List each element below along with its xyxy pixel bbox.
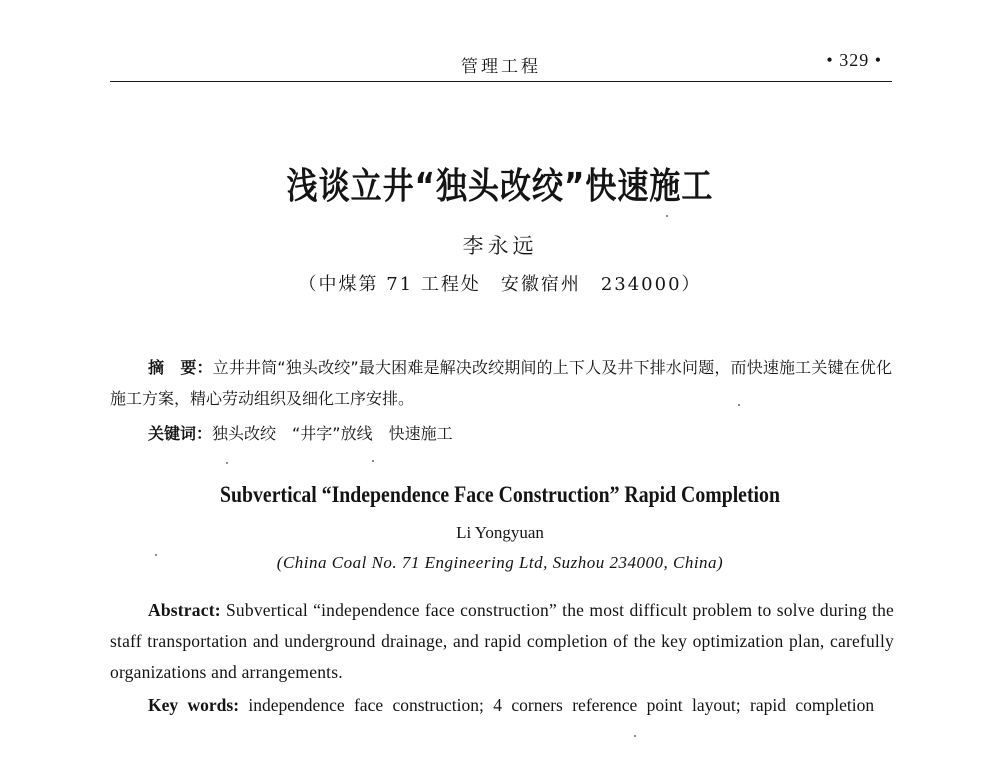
scan-speck [738, 404, 740, 406]
running-header [110, 48, 892, 82]
english-abstract [110, 595, 894, 688]
header-rule [110, 81, 892, 82]
chinese-abstract [110, 352, 892, 414]
page-number: • 329 • [826, 50, 882, 70]
english-affiliation: (China Coal No. 71 Engineering Ltd, Suzhou 234000, China) [276, 553, 724, 572]
scan-speck [372, 460, 374, 462]
english-author: Li Yongyuan [456, 523, 544, 542]
english-keywords-label: Key words: [148, 695, 240, 715]
chinese-abstract-text: 立井井筒“独头改绞”最大困难是解决改绞期间的上下人及井下排水问题，而快速施工关键在优化施工方案，精心劳动组织及细化工序安排。 [110, 358, 892, 408]
chinese-keywords-label: 关键词： [148, 424, 213, 443]
chinese-abstract-label: 摘 要： [148, 358, 213, 377]
english-abstract-text: Subvertical “independence face construction” the most difficult problem to solve during the staff transportation and underground drainage, and rapid completion of the key optimization plan, carefully organizations and arrangements. [110, 600, 894, 682]
english-keywords-text: independence face construction; 4 corners reference point layout; rapid completion [248, 695, 875, 715]
journal-section-title: 管理工程 [461, 57, 541, 77]
chinese-keywords-text: 独头改绞 “井字”放线 快速施工 [212, 424, 453, 443]
scan-speck [155, 554, 157, 556]
chinese-title: 浅谈立井“独头改绞”快速施工 [286, 165, 714, 208]
chinese-author: 李永远 [462, 234, 538, 258]
english-keywords [110, 690, 894, 721]
chinese-affiliation: （中煤第 71 工程处 安徽宿州 234000） [298, 274, 702, 295]
english-title: Subvertical “Independence Face Construction” Rapid Completion [220, 482, 780, 507]
chinese-keywords [110, 420, 930, 448]
scan-speck [226, 462, 228, 464]
scan-speck [634, 735, 636, 737]
scan-speck [666, 215, 668, 217]
english-abstract-label: Abstract: [148, 600, 221, 620]
